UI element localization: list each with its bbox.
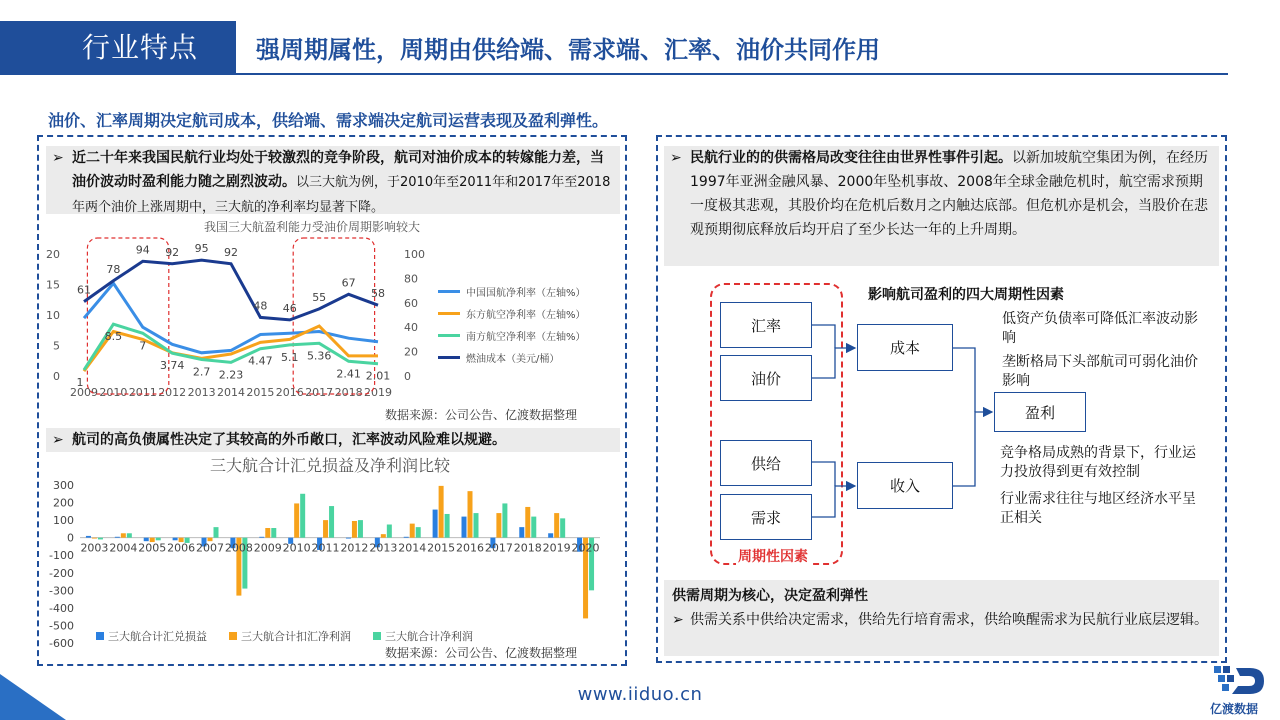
fuel-data-label: 92 bbox=[224, 245, 238, 259]
legend-label: 南方航空净利率（左轴%） bbox=[466, 332, 586, 343]
bar-2 bbox=[271, 528, 276, 538]
arrow-icon: ➢ bbox=[670, 150, 682, 166]
bar-2 bbox=[156, 538, 161, 541]
bar-1 bbox=[265, 528, 270, 538]
legend-label: 三大航合计净利润 bbox=[385, 630, 473, 643]
bar-1 bbox=[323, 520, 328, 538]
southern-data-label: 4.47 bbox=[248, 354, 273, 368]
southern-data-label: 5.36 bbox=[306, 349, 332, 363]
y-right-tick-label: 60 bbox=[404, 296, 418, 310]
fuel-data-label: 58 bbox=[371, 287, 385, 301]
y-right-tick-label: 100 bbox=[404, 248, 425, 261]
right-bottom-heading: 供需周期为核心，决定盈利弹性 bbox=[672, 588, 868, 604]
header-divider bbox=[236, 73, 1228, 75]
legend-swatch bbox=[438, 290, 460, 293]
legend-label: 三大航合计扣汇净利润 bbox=[241, 630, 351, 643]
x-tick-label: 2018 bbox=[334, 386, 363, 399]
legend-item bbox=[96, 628, 207, 644]
y-right-tick-label: 80 bbox=[404, 272, 418, 286]
southern-data-label: 2.23 bbox=[218, 368, 244, 382]
legend-item bbox=[438, 328, 608, 343]
diagram-title: 影响航司盈利的四大周期性因素 bbox=[868, 287, 1064, 303]
bar-1 bbox=[352, 521, 357, 538]
arrow-icon: ➢ bbox=[52, 432, 64, 448]
x-tick-label: 2019 bbox=[542, 541, 571, 555]
y-tick-label: -300 bbox=[49, 584, 74, 598]
x-tick-label: 2017 bbox=[484, 541, 513, 555]
bar-2 bbox=[300, 494, 305, 538]
bar-2 bbox=[98, 538, 103, 540]
legend-item bbox=[229, 628, 351, 644]
x-tick-label: 2019 bbox=[364, 386, 392, 399]
note-demand: 行业需求往往与地区经济水平呈正相关 bbox=[1000, 491, 1196, 526]
footer-url[interactable]: www.iiduo.cn bbox=[577, 684, 703, 705]
bar-0 bbox=[404, 537, 409, 538]
node-profit: 盈利 bbox=[994, 392, 1086, 432]
x-tick-label: 2015 bbox=[427, 541, 456, 555]
left-bullet-1-bold: 近二十年来我国民航行业均处于较激烈的竞争阶段，航司对油价成本的转嫁能力差，当油价波动时盈利能力随之剧烈波动。 bbox=[72, 150, 604, 190]
southern-data-label: 7 bbox=[139, 339, 147, 353]
y-tick-label: 300 bbox=[53, 479, 74, 492]
x-tick-label: 2020 bbox=[571, 541, 600, 555]
bar-chart bbox=[40, 473, 630, 653]
right-bullet-1 bbox=[664, 146, 1219, 266]
right-bottom-text: 供需关系中供给决定需求，供给先行培育需求，供给唤醒需求为民航行业底层逻辑。 bbox=[690, 612, 1208, 628]
fuel-data-label: 46 bbox=[282, 301, 297, 315]
page-title: 强周期属性，周期由供给端、需求端、汇率、油价共同作用 bbox=[256, 36, 880, 64]
line-chart-title: 我国三大航盈利能力受油价周期影响较大 bbox=[204, 220, 421, 234]
y-right-tick-label: 40 bbox=[404, 321, 418, 335]
bar-1 bbox=[496, 513, 501, 538]
x-tick-label: 2011 bbox=[128, 386, 157, 399]
southern-data-label: 8.5 bbox=[104, 330, 123, 344]
bar-chart-legend bbox=[96, 628, 576, 644]
node-cost: 成本 bbox=[857, 324, 953, 371]
x-tick-label: 2010 bbox=[282, 541, 311, 555]
legend-swatch bbox=[438, 356, 460, 359]
bar-1 bbox=[468, 491, 473, 538]
bar-2 bbox=[329, 506, 334, 538]
series-line-3 bbox=[84, 260, 378, 320]
legend-item bbox=[438, 284, 608, 299]
y-left-tick-label: 5 bbox=[53, 339, 60, 353]
x-tick-label: 2017 bbox=[305, 386, 334, 399]
node-revenue: 收入 bbox=[857, 462, 953, 509]
bar-0 bbox=[86, 536, 91, 538]
y-left-tick-label: 10 bbox=[46, 309, 60, 322]
fuel-data-label: 55 bbox=[312, 290, 327, 304]
fuel-data-label: 61 bbox=[77, 283, 91, 297]
x-tick-label: 2005 bbox=[138, 541, 167, 555]
bar-1 bbox=[92, 538, 97, 539]
cycle-label: 周期性因素 bbox=[736, 546, 810, 566]
legend-item bbox=[373, 628, 473, 644]
bar-2 bbox=[127, 533, 132, 537]
bar-2 bbox=[416, 527, 421, 538]
fuel-data-label: 48 bbox=[253, 299, 268, 313]
southern-data-label: 2.7 bbox=[192, 365, 211, 379]
legend-swatch bbox=[438, 334, 460, 337]
y-tick-label: -100 bbox=[49, 549, 74, 563]
fuel-data-label: 95 bbox=[194, 242, 209, 256]
x-tick-label: 2014 bbox=[217, 386, 245, 399]
factor-oil: 油价 bbox=[720, 355, 812, 401]
bar-0 bbox=[519, 527, 524, 538]
factor-demand: 需求 bbox=[720, 494, 812, 540]
y-left-tick-label: 0 bbox=[53, 370, 60, 383]
bar-2 bbox=[387, 525, 392, 538]
series-line-1 bbox=[84, 326, 378, 371]
legend-swatch bbox=[438, 312, 460, 315]
bar-1 bbox=[554, 513, 559, 538]
note-supply: 竞争格局成熟的背景下，行业运力投放得到更有效控制 bbox=[1000, 445, 1196, 480]
bar-0 bbox=[259, 537, 264, 538]
fuel-data-label: 92 bbox=[165, 245, 180, 259]
legend-label: 东方航空净利率（左轴%） bbox=[466, 310, 586, 321]
bar-0 bbox=[173, 538, 178, 541]
bar-0 bbox=[462, 517, 467, 538]
y-tick-label: 0 bbox=[67, 531, 74, 545]
bar-chart-title: 三大航合计汇兑损益及净利润比较 bbox=[210, 456, 451, 475]
bar-2 bbox=[502, 503, 507, 537]
y-tick-label: -500 bbox=[49, 619, 74, 633]
logo-mark-icon bbox=[1206, 664, 1272, 702]
x-tick-label: 2007 bbox=[196, 541, 224, 555]
y-left-tick-label: 20 bbox=[46, 248, 60, 261]
bar-2 bbox=[358, 520, 363, 538]
y-tick-label: -600 bbox=[49, 637, 74, 650]
x-tick-label: 2013 bbox=[187, 386, 216, 399]
x-tick-label: 2016 bbox=[275, 386, 304, 399]
left-bullet-1-normal: 以三大航为例，于2010年至2011年和2017年至2018 年两个油价上涨周期中，三大航的净利率均显著下降。 bbox=[72, 175, 611, 215]
left-bullet-2 bbox=[46, 428, 620, 452]
logo-text: 亿渡数据 bbox=[1210, 702, 1259, 716]
arrow-icon: ➢ bbox=[52, 150, 64, 166]
legend-item bbox=[438, 306, 608, 321]
bar-1 bbox=[121, 533, 126, 537]
y-tick-label: 200 bbox=[53, 496, 74, 510]
factor-fx: 汇率 bbox=[720, 302, 812, 348]
bar-0 bbox=[115, 537, 120, 538]
right-bottom-bullet bbox=[672, 608, 1213, 632]
bar-0 bbox=[548, 533, 553, 537]
fuel-data-label: 94 bbox=[135, 243, 150, 257]
section-tag: 行业特点 bbox=[0, 21, 236, 75]
bar-1 bbox=[294, 503, 299, 537]
bar-2 bbox=[531, 517, 536, 538]
x-tick-label: 2009 bbox=[253, 541, 282, 555]
y-tick-label: -400 bbox=[49, 601, 74, 615]
southern-data-label: 5.1 bbox=[281, 350, 299, 364]
line-chart-legend bbox=[438, 284, 608, 372]
x-tick-label: 2009 bbox=[70, 386, 98, 399]
legend-label: 三大航合计汇兑损益 bbox=[108, 630, 207, 643]
y-right-tick-label: 0 bbox=[404, 370, 411, 383]
legend-swatch bbox=[96, 632, 104, 640]
x-tick-label: 2012 bbox=[158, 386, 187, 399]
bar-2 bbox=[474, 513, 479, 538]
arrow-icon: ➢ bbox=[672, 612, 684, 628]
fuel-data-label: 67 bbox=[341, 276, 356, 290]
southern-data-label: 2.01 bbox=[365, 369, 391, 383]
bar-1 bbox=[410, 524, 415, 538]
x-tick-label: 2012 bbox=[340, 541, 369, 555]
y-right-tick-label: 20 bbox=[404, 345, 418, 359]
bar-2 bbox=[445, 514, 450, 538]
x-tick-label: 2013 bbox=[369, 541, 398, 555]
bar-2 bbox=[560, 518, 565, 537]
note-oil: 垄断格局下头部航司可弱化油价影响 bbox=[1002, 354, 1198, 389]
highlight-cycle-2017 bbox=[293, 238, 374, 394]
x-tick-label: 2004 bbox=[109, 541, 138, 555]
southern-data-label: 1 bbox=[76, 375, 84, 389]
left-bullet-1 bbox=[46, 146, 620, 214]
x-tick-label: 2008 bbox=[224, 541, 253, 555]
legend-swatch bbox=[229, 632, 237, 640]
note-fx: 低资产负债率可降低汇率波动影响 bbox=[1002, 311, 1198, 346]
right-bullet-1-bold: 民航行业的的供需格局改变往往由世界性事件引起。 bbox=[690, 150, 1012, 166]
y-left-tick-label: 15 bbox=[46, 278, 60, 292]
x-tick-label: 2016 bbox=[456, 541, 484, 555]
bar-0 bbox=[144, 538, 149, 542]
legend-label: 燃油成本（美元/桶） bbox=[466, 354, 560, 365]
southern-data-label: 2.41 bbox=[336, 367, 361, 381]
x-tick-label: 2015 bbox=[246, 386, 275, 399]
bar-0 bbox=[346, 538, 351, 539]
bar-1 bbox=[525, 507, 530, 538]
bar-1 bbox=[439, 486, 444, 538]
y-tick-label: 100 bbox=[53, 514, 74, 528]
x-tick-label: 2010 bbox=[99, 386, 128, 399]
x-tick-label: 2014 bbox=[398, 541, 427, 555]
fuel-data-label: 78 bbox=[106, 262, 121, 276]
southern-data-label: 3.74 bbox=[159, 359, 185, 373]
y-tick-label: -200 bbox=[49, 566, 74, 580]
x-tick-label: 2003 bbox=[80, 541, 109, 555]
bar-0 bbox=[433, 510, 438, 538]
x-tick-label: 2006 bbox=[167, 541, 196, 555]
x-tick-label: 2011 bbox=[311, 541, 340, 555]
subheading: 油价、汇率周期决定航司成本，供给端、需求端决定航司运营表现及盈利弹性。 bbox=[48, 111, 609, 130]
factor-supply: 供给 bbox=[720, 440, 812, 486]
legend-item bbox=[438, 350, 608, 365]
source-note-1: 数据来源：公司公告、亿渡数据整理 bbox=[385, 408, 578, 422]
legend-swatch bbox=[373, 632, 381, 640]
right-bottom-box bbox=[664, 580, 1219, 656]
x-tick-label: 2018 bbox=[513, 541, 542, 555]
bar-1 bbox=[381, 534, 386, 538]
bar-2 bbox=[214, 527, 219, 538]
legend-label: 中国国航净利率（左轴%） bbox=[466, 288, 586, 299]
right-bullet-1-normal: 以新加坡航空集团为例，在经历1997年亚洲金融风暴、2000年坠机事故、2008年全球金融危机时，航空需求预期一度极其悲观，其股价均在危机后数月之内触达底部。但危机亦是机会，当股价在悲观预期彻底释放后均开启了至少长达一年的上升周期。 bbox=[690, 150, 1208, 238]
left-bullet-2-text: 航司的高负债属性决定了其较高的外币敞口，汇率波动风险难以规避。 bbox=[72, 432, 506, 448]
bar-1 bbox=[208, 538, 213, 542]
source-note-2: 数据来源：公司公告、亿渡数据整理 bbox=[385, 646, 578, 660]
